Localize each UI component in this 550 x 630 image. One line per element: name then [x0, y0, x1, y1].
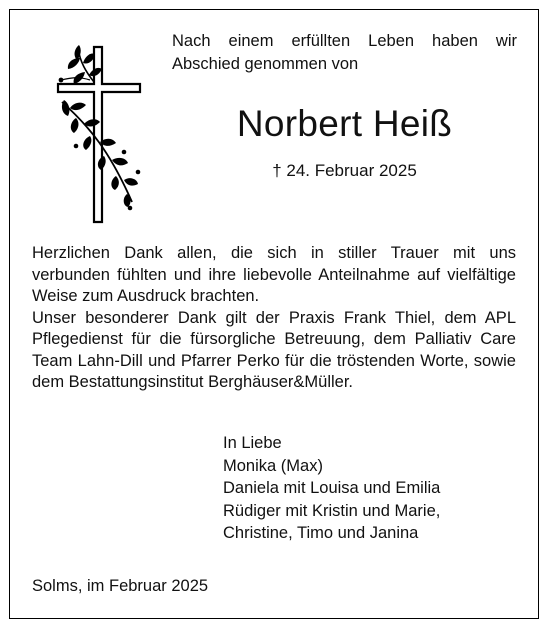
thanks-line: Weise zum Ausdruck brachten. [32, 287, 260, 305]
death-date: † 24. Februar 2025 [272, 161, 417, 180]
signature-line: In Liebe [223, 434, 282, 452]
place-and-date: Solms, im Februar 2025 [32, 577, 209, 595]
thanks-line: dem Bestattungsinstitut Berghäuser&Müller. [32, 373, 354, 391]
thanks-line: Unser besonderer Dank gilt der Praxis Frank Thiel, dem APL [32, 308, 516, 327]
thanks-line: verbunden fühlten und ihre liebevolle Anteilnahme auf vielfältige [32, 265, 516, 284]
deceased-name: Norbert Heiß [236, 103, 453, 144]
intro-line-1: Nach einem erfüllten Leben haben wir [172, 32, 517, 50]
intro-line-2: Abschied genommen von [172, 55, 359, 73]
cross-with-olive-branch-icon [50, 32, 160, 232]
thanks-line: Herzlichen Dank allen, die sich in stiller Trauer mit uns [32, 244, 516, 262]
signature-block [223, 432, 513, 545]
signature-line: Rüdiger mit Kristin und Marie, [223, 501, 441, 520]
thanks-line: Team Lahn-Dill und Pfarrer Perko für die tröstenden Worte, sowie [32, 351, 516, 370]
signature-line: Christine, Timo und Janina [223, 524, 419, 542]
thanks-text [32, 243, 516, 394]
signature-line: Daniela mit Louisa und Emilia [223, 479, 441, 497]
signature-line: Monika (Max) [223, 456, 323, 475]
obituary-card [9, 9, 539, 619]
thanks-line: Pflegedienst für die fürsorgliche Betreuung, dem Palliativ Care [32, 330, 516, 348]
intro-text [172, 30, 517, 76]
